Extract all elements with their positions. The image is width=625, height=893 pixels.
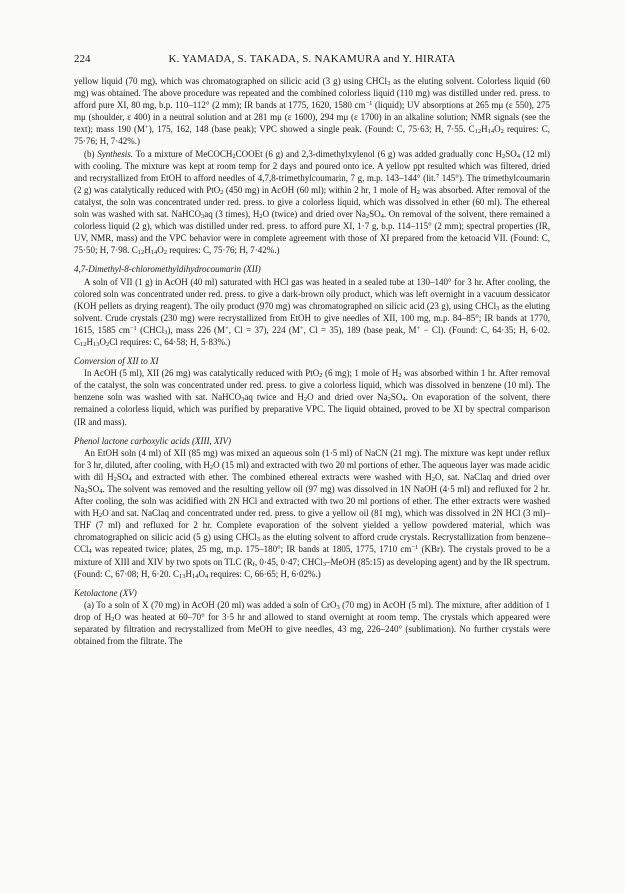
body-text — [74, 75, 550, 875]
section-heading: Ketolactone (XV) — [74, 587, 137, 598]
running-head-authors: K. YAMADA, S. TAKADA, S. NAKAMURA and Y. HIRATA — [168, 53, 456, 65]
section-heading: Conversion of XII to XI — [74, 356, 159, 367]
paragraph: (a) To a soln of X (70 mg) in AcOH (20 ml) was added a soln of CrO$_3$ (70 mg) in AcOH (5 ml). The mixture, after addition of 1 drop of $H_2O$ was heated at 60–70° for 3·5 hr and allowed to stand overnight at room temp. The crystals which appeared were separated by filtration and recrystallized from MeOH to give needles, 43 mg, 226–240° (sublimation). No further crystals were obtained from the filtrate. The — [74, 599, 550, 647]
paragraph: A soln of VII (1 g) in AcOH (40 ml) saturated with HCl gas was heated in a sealed tube at 130–140° for 3 hr. After cooling, the colored soln was concentrated under red. press. to give a dark-brown oily product, which was left overnight in a vacuum dessicator (KOH pellets as drying reagent). The oily product (970 mg) was chromatographed on silicic acid (23 g), using CHCl$_3$ as the eluting solvent. Crude crystals (230 mg) were recrystallized from EtOH to give needles of XII, 100 mg, m.p. 84–85°; IR bands at 1770, 1615, 1585 $cm^{-1}$ (CHCl$_3$), mass 226 (M+, Cl = 37), 224 (M+, Cl = 35), 189 (base peak, M+ − Cl). (Found: C, 64·35; H, 6·02. $C_{12}H_{13}O_2Cl$ requires: C, 64·58; H, 5·83%.) — [74, 276, 550, 348]
paragraph: An EtOH soln (4 ml) of XII (85 mg) was mixed an aqueous soln (1·5 ml) of NaCN (21 mg). The mixture was kept under reflux for 3 hr, diluted, after cooling, with $H_2O$ (15 ml) and extracted with two 20 ml portions of ether. The aqueous layer was made acidic with dil $H_2SO_4$ and extracted with ether. The combined ethereal extracts were washed with $H_2O$, sat. NaClaq and dried over $Na_2SO_4$. The solvent was removed and the resulting yellow oil (97 mg) was dissolved in 1N NaOH (4·5 ml) and refluxed for 2 hr. After cooling, the soln was acidified with 2N HCl and extracted with two 20 ml portions of ether. The ether extracts were washed with $H_2O$ and sat. NaClaq and concentrated under red. press. to give a yellow oil (81 mg), which was dissolved in 2N HCl (3 ml)–THF (7 ml) and refluxed for 2 hr. Complete evaporation of the solvent yielded a yellow powdered material, which was chromatographed on silicic acid (5 g) using CHCl$_3$ as the eluting solvent to afford crude crystals. Recrystallization from benzene–CCl$_4$ was repeated twice; plates, 25 mg, m.p. 175–180°; IR bands at 1805, 1775, 1710 $cm^{-1}$ (KBr). The crystals proved to be a mixture of XIII and XIV by two spots on TLC ($R_f$, 0·45, 0·47; CHCl$_3$–MeOH (85:15) as developing agent) and by the IR spectrum. (Found: C, 67·08; H, 6·20. $C_{13}H_{14}O_4$ requires: C, 66·65; H, 6·02%.) — [74, 447, 550, 580]
page-number: 224 — [74, 53, 91, 65]
paragraph: In AcOH (5 ml), XII (26 mg) was catalytically reduced with PtO$_2$ (6 mg); 1 mole of $H_2$ was absorbed within 1 hr. After removal of the catalyst, the soln was concentrated under red. press. to give a colorless liquid, which was dissolved in benzene (10 ml). The benzene soln was washed with sat. NaHCO$_3$aq twice and $H_2O$ and dried over $Na_2SO_4$. On evaporation of the solvent, there remained a colorless liquid, which was purified by preparative VPC. The liquid obtained, proved to be XI by spectral comparison (IR and mass). — [74, 368, 550, 427]
paragraph: yellow liquid (70 mg), which was chromatographed on silicic acid (3 g) using CHCl$_3$ as the eluting solvent. Colorless liquid (60 mg) was obtained. The above procedure was repeated and the combined colorless liquid (110 mg) was distilled under red. press. to afford pure XI, 80 mg, b.p. 110–112° (2 mm); IR bands at 1775, 1620, 1580 $cm^{-1}$ (liquid); UV absorptions at 265 mμ (ε 550), 275 mμ (shoulder, ε 400) in a neutral solution and at 281 mμ (ε 1600), 294 mμ (ε 1700) in an alkaline solution; NMR signals (see the text); mass 190 (M+), 175, 162, 148 (base peak); VPC showed a single peak. (Found: C, 75·63; H, 7·55. $C_{12}H_{14}O_2$ requires: C, 75·76; H, 7·42%.) — [74, 76, 550, 147]
section-heading: 4,7-Dimethyl-8-chloromethyldihydrocoumarin (XII) — [74, 264, 261, 275]
paragraph: (b) Synthesis. To a mixture of MeCOCH$_2$COOEt (6 g) and 2,3-dimethylxylenol (6 g) was added gradually conc $H_2SO_4$ (12 ml) with cooling. The mixture was kept at room temp for 2 days and poured onto ice. A yellow ppt resulted which was filtered, dried and recrystallized from EtOH to afford needles of 4,7,8-trimethylcoumarin, 7 g, m.p. 143–144° (lit.$^7$ 145°). The trimethylcoumarin (2 g) was catalytically reduced with PtO$_2$ (450 mg) in AcOH (60 ml); within 2 hr, 1 mole of $H_2$ was absorbed. After removal of the catalyst, the soln was concentrated under red. press. to give a colorless liquid, which was dissolved in ether (60 ml). The ethereal soln was washed with sat. NaHCO$_3$aq (3 times), $H_2O$ (twice) and dried over $Na_2SO_4$. On removal of the solvent, there remained a colorless liquid (2 g), which was distilled under red. press. to afford pure XI, 1·7 g, b.p. 114–115° (2 mm); spectral properties (IR, UV, NMR, mass) and the VPC behavior were in complete agreement with those of XI prepared from the ketoacid VII. (Found: C, 75·50; H, 7·98. $C_{12}H_{14}O_2$ requires: C, 75·76; H, 7·42%.) — [74, 148, 550, 257]
running-head — [74, 52, 550, 66]
section-heading: Phenol lactone carboxylic acids (XIII, XIV) — [74, 435, 231, 446]
